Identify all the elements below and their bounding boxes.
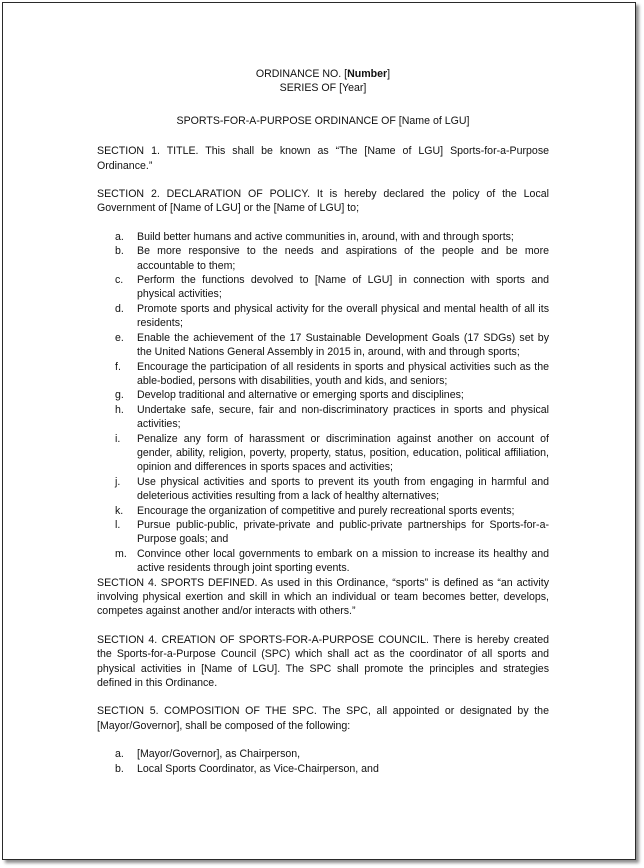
section-5-text: The SPC, all appointed or designated by the [Mayor/Governor], shall be composed of the following: bbox=[97, 705, 549, 732]
list-item: f. Encourage the participation of all residents in sports and physical activities such as the able-bodied, persons with disabilities, youth and kids, and seniors; bbox=[115, 360, 549, 387]
list-item: h. Undertake safe, secure, fair and non-discriminatory practices in sports and physical activities; bbox=[115, 403, 549, 431]
list-item: g. Develop traditional and alternative or emerging sports and disciplines; bbox=[115, 389, 464, 402]
section-4-council bbox=[97, 633, 549, 691]
section-sports-text: As used in this Ordinance, “sports” is defined as “an activity involving physical exertion and skill in which an individual or team becomes better, develops, competes against another and/or interacts with others.” bbox=[97, 576, 549, 618]
list-item: i. Penalize any form of harassment or discrimination against another on account of gender, ability, religion, poverty, property, status, position, education, political affiliation, opinion and differences in sports spaces and activities; bbox=[115, 432, 549, 474]
section-2-heading: SECTION 2. DECLARATION OF POLICY. bbox=[97, 188, 311, 201]
section-sports-defined bbox=[97, 576, 549, 619]
list-item: c. Perform the functions devolved to [Name of LGU] in connection with sports and physical activities; bbox=[115, 274, 549, 301]
section-5-heading: SECTION 5. COMPOSITION OF THE SPC. bbox=[97, 705, 317, 718]
ordinance-number-placeholder: Number bbox=[347, 68, 388, 80]
ordinance-title: SPORTS-FOR-A-PURPOSE ORDINANCE OF [Name of LGU] bbox=[176, 114, 470, 127]
section-4-heading: SECTION 4. CREATION OF SPORTS-FOR-A-PURPOSE COUNCIL. bbox=[97, 633, 429, 646]
ordinance-header bbox=[97, 67, 549, 96]
section-2-policy bbox=[97, 187, 549, 216]
list-item: m. Convince other local governments to embark on a mission to increase its healthy and active residents through joint sporting events. bbox=[115, 547, 549, 575]
document-page bbox=[2, 2, 636, 860]
list-item: k. Encourage the organization of competitive and purely recreational sports events; bbox=[115, 504, 515, 517]
list-item: e. Enable the achievement of the 17 Sustainable Development Goals (17 SDGs) set by the United Nations General Assembly in 2015 in, around, with and through sports; bbox=[115, 331, 549, 359]
list-item: j. Use physical activities and sports to prevent its youth from engaging in harmful and deleterious activities resulting from a lack of healthy alternatives; bbox=[115, 475, 549, 503]
section-1-title bbox=[97, 144, 549, 173]
list-item: b. Be more responsive to the needs and aspirations of the people and be more accountable to them; bbox=[115, 245, 549, 272]
list-item: d. Promote sports and physical activity for the overall physical and mental health of all its residents; bbox=[115, 302, 549, 330]
list-item: a. [Mayor/Governor], as Chairperson, bbox=[115, 748, 301, 761]
list-item: l. Pursue public-public, private-private and public-private partnerships for Sports-for-a-Purpose goals; and bbox=[115, 518, 549, 546]
ordinance-number-line: ORDINANCE NO. [Number] bbox=[255, 68, 391, 80]
list-item: a. Build better humans and active communities in, around, with and through sports; bbox=[115, 230, 514, 243]
section-2-text: It is hereby declared the policy of the Local Government of [Name of LGU] or the [Name of LGU] to; bbox=[97, 188, 549, 215]
section-1-heading: SECTION 1. TITLE. bbox=[97, 145, 199, 158]
section-5-composition bbox=[97, 704, 549, 733]
series-line: SERIES OF [Year] bbox=[279, 82, 367, 95]
section-4-text: There is hereby created the Sports-for-a-Purpose Council (SPC) which shall act as the coordinator of all sports and physical activities in [Name of LGU]. The SPC shall promote the principles and strategies defined in this Ordinance. bbox=[97, 633, 549, 690]
policy-list bbox=[97, 230, 549, 576]
section-sports-heading: SECTION 4. SPORTS DEFINED. bbox=[97, 576, 258, 589]
list-item: b. Local Sports Coordinator, as Vice-Chairperson, and bbox=[115, 762, 379, 775]
section-1-text: This shall be known as “The [Name of LGU] Sports-for-a-Purpose Ordinance.” bbox=[97, 145, 550, 172]
document-body bbox=[97, 67, 549, 776]
composition-list bbox=[97, 747, 549, 776]
